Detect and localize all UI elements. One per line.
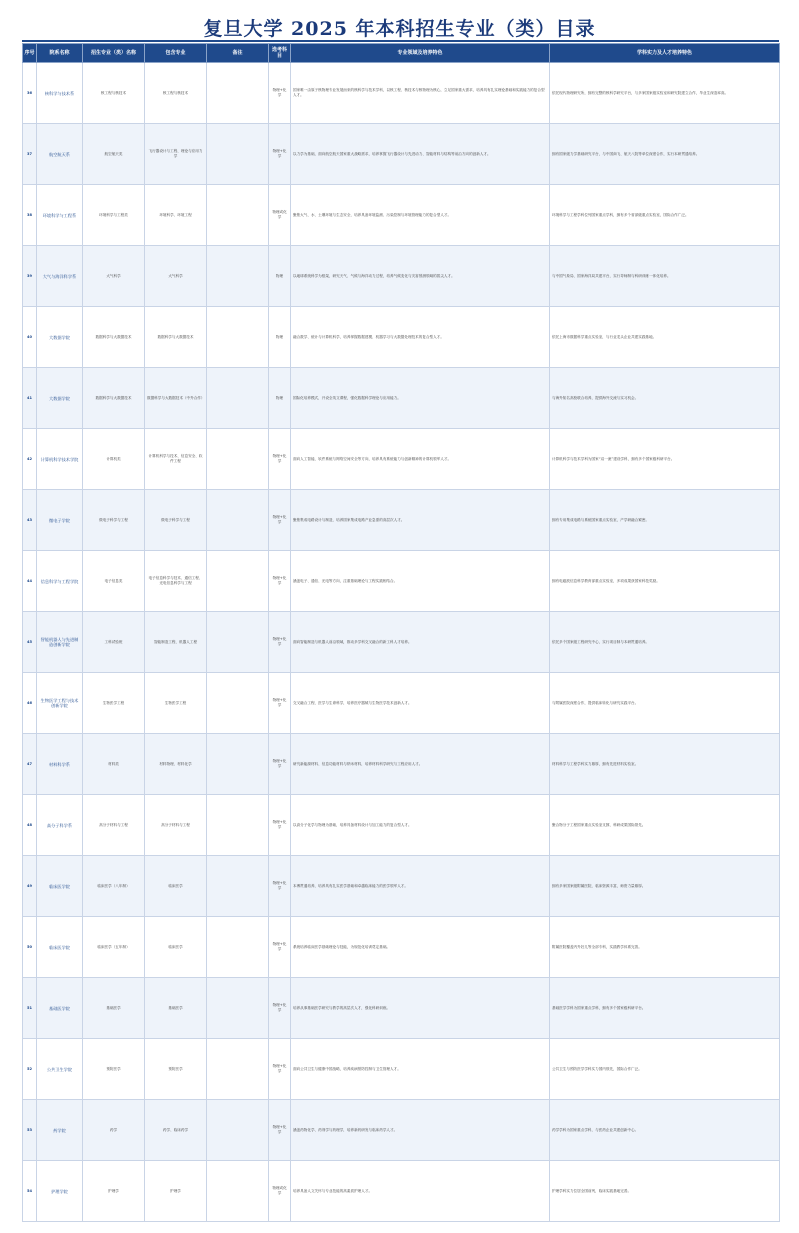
row-included-majors: 大气科学 — [145, 246, 207, 307]
row-major-name: 材料类 — [83, 734, 145, 795]
row-description: 国家唯一由原子核物理专业发展而来的核科学与技术学科，以核工程、核技术与核物理为核心，立足国家重大需求，培养具有扎实理论基础和实践能力的复合型人才。 — [291, 63, 550, 124]
row-subject-requirement: 物理+化学 — [269, 856, 291, 917]
row-subject-requirement: 物理 — [269, 368, 291, 429]
row-subject-requirement: 物理+化学 — [269, 124, 291, 185]
row-subject-requirement: 物理+化学 — [269, 490, 291, 551]
row-description: 以高分子化学与物理为基础，培养具备材料设计与加工能力的复合型人才。 — [291, 795, 550, 856]
row-subject-requirement: 物理 — [269, 307, 291, 368]
row-features: 与附属医院深度合作，提供临床转化与研究实践平台。 — [550, 673, 780, 734]
row-description: 国际化培养模式，开设全英文课程，强化数据科学理论与应用能力。 — [291, 368, 550, 429]
row-department: 大气与海洋科学系 — [37, 246, 83, 307]
row-number: 42 — [23, 429, 37, 490]
table-row — [23, 307, 780, 368]
row-major-name: 航空航天类 — [83, 124, 145, 185]
row-subject-requirement: 物理+化学 — [269, 63, 291, 124]
row-major-name: 大气科学 — [83, 246, 145, 307]
row-note — [207, 124, 269, 185]
row-subject-requirement: 物理+化学 — [269, 795, 291, 856]
row-features: 依托多个国家级工程研究中心，实行项目制与本研贯通培养。 — [550, 612, 780, 673]
row-description: 融合数学、统计与计算机科学，培养掌握数据建模、机器学习与大数据处理技术的复合型人才。 — [291, 307, 550, 368]
row-description: 本博贯通培养，培养具有扎实医学基础和卓越临床能力的医学领军人才。 — [291, 856, 550, 917]
table-row — [23, 124, 780, 185]
row-description: 面向人工智能、软件系统与网络空间安全等方向，培养具有系统能力与创新精神的计算机领军人才。 — [291, 429, 550, 490]
row-description: 以地球系统科学为框架，研究天气、气候与海洋动力过程，培养气候变化与灾害预测领域的拔尖人才。 — [291, 246, 550, 307]
row-number: 45 — [23, 612, 37, 673]
row-note — [207, 246, 269, 307]
row-subject-requirement: 物理+化学 — [269, 917, 291, 978]
row-note — [207, 1039, 269, 1100]
row-number: 43 — [23, 490, 37, 551]
header-features: 学科实力及人才培养特色 — [550, 44, 780, 63]
row-included-majors: 计算机科学与技术、信息安全、软件工程 — [145, 429, 207, 490]
row-features: 公共卫生与预防医学学科实力国内领先，国际合作广泛。 — [550, 1039, 780, 1100]
row-description: 系统培养临床医学基础理论与技能，为规范化培训奠定基础。 — [291, 917, 550, 978]
row-number: 52 — [23, 1039, 37, 1100]
row-note — [207, 368, 269, 429]
row-features: 依托上海市数据科学重点实验室，与行业龙头企业共建实践基地。 — [550, 307, 780, 368]
header-dept: 院系名称 — [37, 44, 83, 63]
table-row — [23, 246, 780, 307]
row-department: 核科学与技术系 — [37, 63, 83, 124]
row-note — [207, 734, 269, 795]
table-row — [23, 63, 780, 124]
row-note — [207, 185, 269, 246]
row-note — [207, 978, 269, 1039]
row-number: 54 — [23, 1161, 37, 1222]
row-features: 环境科学与工程学科位列国家重点学科，拥有多个省部级重点实验室，国际合作广泛。 — [550, 185, 780, 246]
row-department: 护理学院 — [37, 1161, 83, 1222]
row-department: 药学院 — [37, 1100, 83, 1161]
row-included-majors: 护理学 — [145, 1161, 207, 1222]
row-features: 聚合物分子工程国家重点实验室支撑，科研成果国际领先。 — [550, 795, 780, 856]
row-included-majors: 临床医学 — [145, 856, 207, 917]
row-department: 高分子科学系 — [37, 795, 83, 856]
row-subject-requirement: 物理+化学 — [269, 673, 291, 734]
row-subject-requirement: 物理+化学 — [269, 978, 291, 1039]
row-major-name: 数据科学与大数据技术 — [83, 307, 145, 368]
row-subject-requirement: 物理或化学 — [269, 185, 291, 246]
row-features: 拥有国家级力学基础研究平台，与中国商飞、航天八院等单位深度合作，实行本研贯通培养。 — [550, 124, 780, 185]
row-features: 拥有多家国家级附属医院，临床资源丰富，师资力量雄厚。 — [550, 856, 780, 917]
row-included-majors: 临床医学 — [145, 917, 207, 978]
table-row — [23, 490, 780, 551]
table-row — [23, 429, 780, 490]
row-note — [207, 612, 269, 673]
row-major-name: 计算机类 — [83, 429, 145, 490]
header-major: 招生专业（类）名称 — [83, 44, 145, 63]
row-number: 38 — [23, 185, 37, 246]
header-note: 备注 — [207, 44, 269, 63]
row-description: 聚焦大气、水、土壤环境与生态安全，培养具备环境监测、污染控制与环境管理能力的复合型人才。 — [291, 185, 550, 246]
row-included-majors: 核工程与核技术 — [145, 63, 207, 124]
table-row — [23, 1100, 780, 1161]
row-major-name: 预防医学 — [83, 1039, 145, 1100]
row-note — [207, 490, 269, 551]
row-number: 41 — [23, 368, 37, 429]
row-note — [207, 1161, 269, 1222]
row-description: 面向智能制造与机器人前沿领域，推动多学科交叉融合的新工科人才培养。 — [291, 612, 550, 673]
row-subject-requirement: 物理+化学 — [269, 612, 291, 673]
row-included-majors: 飞行器设计与工程、理论与应用力学 — [145, 124, 207, 185]
row-features: 基础医学学科为国家重点学科，拥有多个国家级科研平台。 — [550, 978, 780, 1039]
row-subject-requirement: 物理+化学 — [269, 734, 291, 795]
row-description: 以力学为基础，面向航空航天国家重大战略需求，培养掌握飞行器设计与先进动力、智能材料与结构等前沿方向的创新人才。 — [291, 124, 550, 185]
row-note — [207, 917, 269, 978]
row-major-name: 数据科学与大数据技术 — [83, 368, 145, 429]
row-subject-requirement: 物理+化学 — [269, 1039, 291, 1100]
row-features: 材料科学与工程学科实力雄厚，拥有先进材料实验室。 — [550, 734, 780, 795]
row-features: 药学学科为国家重点学科，与医药企业共建创新中心。 — [550, 1100, 780, 1161]
table-row — [23, 734, 780, 795]
row-major-name: 工科试验班 — [83, 612, 145, 673]
row-major-name: 电子信息类 — [83, 551, 145, 612]
row-included-majors: 环境科学、环境工程 — [145, 185, 207, 246]
row-number: 50 — [23, 917, 37, 978]
row-included-majors: 电子信息科学与技术、通信工程、光电信息科学与工程 — [145, 551, 207, 612]
row-department: 智能机器人与先进制造创新学院 — [37, 612, 83, 673]
row-major-name: 临床医学（五年制） — [83, 917, 145, 978]
row-note — [207, 673, 269, 734]
row-subject-requirement: 物理+化学 — [269, 551, 291, 612]
row-number: 47 — [23, 734, 37, 795]
row-included-majors: 药学、临床药学 — [145, 1100, 207, 1161]
header-no: 序号 — [23, 44, 37, 63]
row-department: 大数据学院 — [37, 307, 83, 368]
row-department: 航空航天系 — [37, 124, 83, 185]
row-major-name: 高分子材料与工程 — [83, 795, 145, 856]
row-number: 53 — [23, 1100, 37, 1161]
row-subject-requirement: 物理或化学 — [269, 1161, 291, 1222]
major-catalog-table — [22, 43, 780, 1222]
row-department: 大数据学院 — [37, 368, 83, 429]
table-row — [23, 551, 780, 612]
row-included-majors: 预防医学 — [145, 1039, 207, 1100]
row-number: 39 — [23, 246, 37, 307]
row-department: 临床医学院 — [37, 856, 83, 917]
row-department: 材料科学系 — [37, 734, 83, 795]
row-description: 研究新能源材料、信息功能材料与纳米材料，培养材料科学研究与工程应用人才。 — [291, 734, 550, 795]
row-number: 49 — [23, 856, 37, 917]
row-note — [207, 307, 269, 368]
header-description: 专业领域及培养特色 — [291, 44, 550, 63]
row-included-majors: 数据科学与大数据技术 — [145, 307, 207, 368]
table-row — [23, 1161, 780, 1222]
row-major-name: 生物医学工程 — [83, 673, 145, 734]
table-row — [23, 185, 780, 246]
row-subject-requirement: 物理 — [269, 246, 291, 307]
row-major-name: 临床医学（八年制） — [83, 856, 145, 917]
row-department: 生物医学工程与技术创新学院 — [37, 673, 83, 734]
row-department: 临床医学院 — [37, 917, 83, 978]
header-include: 包含专业 — [145, 44, 207, 63]
row-major-name: 微电子科学与工程 — [83, 490, 145, 551]
row-major-name: 环境科学与工程类 — [83, 185, 145, 246]
row-note — [207, 551, 269, 612]
row-included-majors: 智能制造工程、机器人工程 — [145, 612, 207, 673]
row-note — [207, 429, 269, 490]
row-major-name: 基础医学 — [83, 978, 145, 1039]
row-department: 基础医学院 — [37, 978, 83, 1039]
row-major-name: 药学 — [83, 1100, 145, 1161]
row-department: 公共卫生学院 — [37, 1039, 83, 1100]
row-number: 51 — [23, 978, 37, 1039]
row-major-name: 护理学 — [83, 1161, 145, 1222]
page-title: 复旦大学 2025 年本科招生专业（类）目录 — [203, 18, 596, 40]
row-features: 与海外知名高校联合培养，提供海外交流与实习机会。 — [550, 368, 780, 429]
table-row — [23, 856, 780, 917]
row-number: 37 — [23, 124, 37, 185]
row-included-majors: 生物医学工程 — [145, 673, 207, 734]
table-header-row — [23, 44, 780, 63]
row-number: 40 — [23, 307, 37, 368]
header-requirement: 选考科目 — [269, 44, 291, 63]
row-note — [207, 856, 269, 917]
title-divider — [22, 40, 779, 42]
row-features: 拥有专用集成电路与系统国家重点实验室，产学研融合紧密。 — [550, 490, 780, 551]
row-description: 培养具备人文关怀与专业技能的高素质护理人才。 — [291, 1161, 550, 1222]
table-row — [23, 673, 780, 734]
row-features: 拥有电磁波信息科学教育部重点实验室，多项成果获国家科技奖励。 — [550, 551, 780, 612]
row-description: 培养从事基础医学研究与教学的高层次人才，强化科研训练。 — [291, 978, 550, 1039]
row-features: 计算机科学与技术学科为国家“双一流”建设学科，拥有多个国家级科研平台。 — [550, 429, 780, 490]
row-note — [207, 1100, 269, 1161]
row-note — [207, 795, 269, 856]
row-included-majors: 基础医学 — [145, 978, 207, 1039]
row-included-majors: 微电子科学与工程 — [145, 490, 207, 551]
row-features: 与中国气象局、国家海洋局共建平台，实行导师制与科研训练一体化培养。 — [550, 246, 780, 307]
table-row — [23, 795, 780, 856]
row-subject-requirement: 物理+化学 — [269, 1100, 291, 1161]
row-features: 附属医院覆盖内外妇儿等全部专科，实践教学体系完善。 — [550, 917, 780, 978]
row-description: 涵盖电子、通信、光电等方向，注重基础理论与工程实践相结合。 — [291, 551, 550, 612]
table-row — [23, 978, 780, 1039]
table-row — [23, 917, 780, 978]
row-description: 交叉融合工程、医学与生命科学，培养医疗器械与生物医学技术创新人才。 — [291, 673, 550, 734]
row-number: 36 — [23, 63, 37, 124]
row-subject-requirement: 物理+化学 — [269, 429, 291, 490]
row-department: 微电子学院 — [37, 490, 83, 551]
row-included-majors: 数据科学与大数据技术（中外合作） — [145, 368, 207, 429]
table-row — [23, 368, 780, 429]
row-description: 涵盖药物化学、药剂学与药理学，培养新药研发与临床药学人才。 — [291, 1100, 550, 1161]
row-department: 环境科学与工程系 — [37, 185, 83, 246]
row-features: 依托现代物理研究所，拥有完整的核科学研究平台，与多家国家级实验室和研究院建立合作，毕业生深造率高。 — [550, 63, 780, 124]
row-description: 面向公共卫生与健康中国战略，培养疾病预防控制与卫生管理人才。 — [291, 1039, 550, 1100]
row-number: 44 — [23, 551, 37, 612]
row-included-majors: 高分子材料与工程 — [145, 795, 207, 856]
table-row — [23, 1039, 780, 1100]
row-number: 48 — [23, 795, 37, 856]
row-note — [207, 63, 269, 124]
row-major-name: 核工程与核技术 — [83, 63, 145, 124]
row-included-majors: 材料物理、材料化学 — [145, 734, 207, 795]
row-description: 聚焦集成电路设计与制造，培养国家集成电路产业急需的高层次人才。 — [291, 490, 550, 551]
table-row — [23, 612, 780, 673]
row-department: 计算机科学技术学院 — [37, 429, 83, 490]
row-features: 护理学科实力位居全国前列，临床实践基地完善。 — [550, 1161, 780, 1222]
row-department: 信息科学与工程学院 — [37, 551, 83, 612]
row-number: 46 — [23, 673, 37, 734]
